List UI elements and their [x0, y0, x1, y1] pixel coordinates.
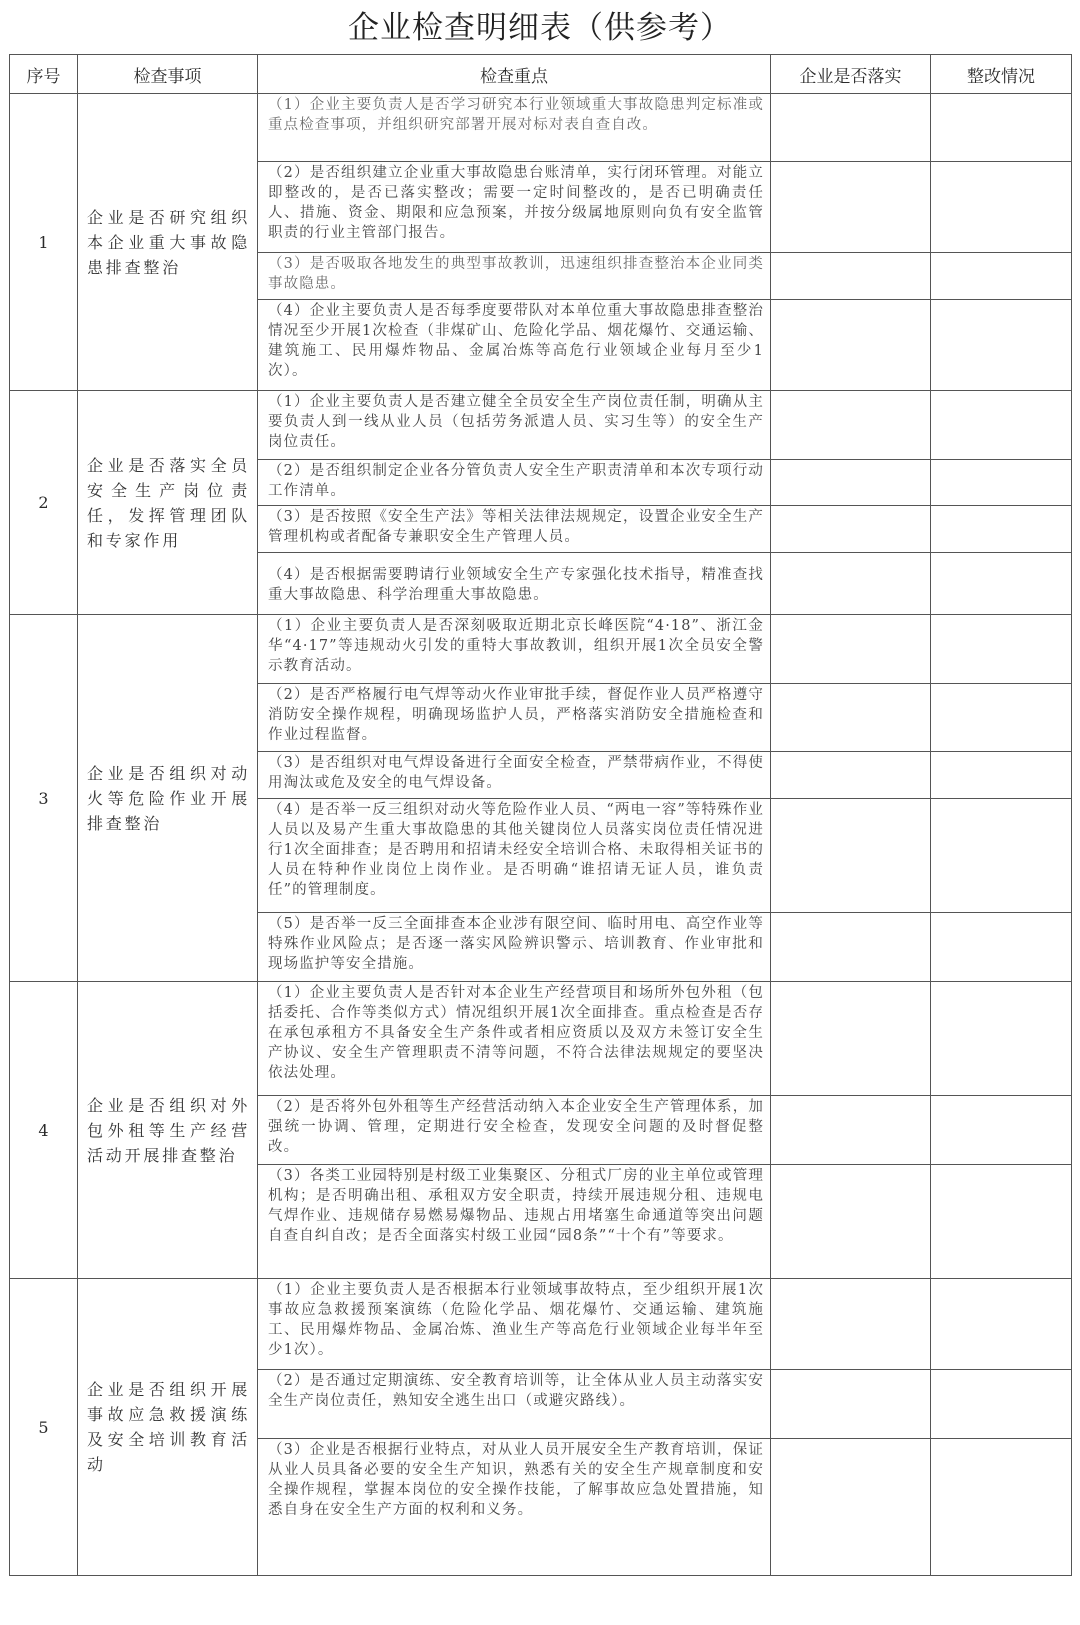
row-number: 1 — [10, 94, 78, 391]
rectification-cell[interactable] — [931, 1370, 1072, 1439]
table-row — [10, 1279, 1072, 1370]
implemented-cell[interactable] — [771, 460, 931, 506]
implemented-cell[interactable] — [771, 1279, 931, 1370]
inspection-point: （3）是否吸取各地发生的典型事故教训，迅速组织排查整治本企业同类事故隐患。 — [258, 253, 771, 300]
inspection-point: （1）企业主要负责人是否学习研究本行业领域重大事故隐患判定标准或重点检查事项，并组织研究部署开展对标对表自查自改。 — [258, 94, 771, 162]
table-row — [10, 391, 1072, 460]
header-focus: 检查重点 — [258, 55, 771, 94]
implemented-cell[interactable] — [771, 615, 931, 684]
inspection-item: 企业是否组织对动火等危险作业开展排查整治 — [78, 615, 258, 982]
rectification-cell[interactable] — [931, 391, 1072, 460]
rectification-cell[interactable] — [931, 752, 1072, 799]
rectification-cell[interactable] — [931, 1439, 1072, 1576]
rectification-cell[interactable] — [931, 1165, 1072, 1279]
implemented-cell[interactable] — [771, 684, 931, 752]
table-row — [10, 94, 1072, 162]
rectification-cell[interactable] — [931, 162, 1072, 253]
inspection-point: （5）是否举一反三全面排查本企业涉有限空间、临时用电、高空作业等特殊作业风险点；是否逐一落实风险辨识警示、培训教育、作业审批和现场监护等安全措施。 — [258, 913, 771, 982]
inspection-item: 企业是否组织对外包外租等生产经营活动开展排查整治 — [78, 982, 258, 1279]
implemented-cell[interactable] — [771, 799, 931, 913]
implemented-cell[interactable] — [771, 253, 931, 300]
inspection-point: （2）是否将外包外租等生产经营活动纳入本企业安全生产管理体系，加强统一协调、管理，定期进行安全检查，发现安全问题的及时督促整改。 — [258, 1096, 771, 1165]
rectification-cell[interactable] — [931, 1096, 1072, 1165]
row-number: 5 — [10, 1279, 78, 1576]
implemented-cell[interactable] — [771, 982, 931, 1096]
rectification-cell[interactable] — [931, 300, 1072, 391]
inspection-item: 企业是否研究组织本企业重大事故隐患排查整治 — [78, 94, 258, 391]
rectification-cell[interactable] — [931, 982, 1072, 1096]
row-number: 3 — [10, 615, 78, 982]
table-row — [10, 615, 1072, 684]
inspection-item: 企业是否组织开展事故应急救援演练及安全培训教育活动 — [78, 1279, 258, 1576]
inspection-point: （4）是否根据需要聘请行业领域安全生产专家强化技术指导，精准查找重大事故隐患、科学治理重大事故隐患。 — [258, 553, 771, 615]
header-row — [10, 55, 1072, 94]
inspection-item: 企业是否落实全员安全生产岗位责任，发挥管理团队和专家作用 — [78, 391, 258, 615]
row-number: 2 — [10, 391, 78, 615]
inspection-point: （3）各类工业园特别是村级工业集聚区、分租式厂房的业主单位或管理机构；是否明确出租、承租双方安全职责，持续开展违规分租、违规电气焊作业、违规储存易燃易爆物品、违规占用堵塞生命通道等突出问题自查自纠自改；是否全面落实村级工业园“园8条”“十个有”等要求。 — [258, 1165, 771, 1279]
inspection-point: （2）是否通过定期演练、安全教育培训等，让全体从业人员主动落实安全生产岗位责任，熟知安全逃生出口（或避灾路线）。 — [258, 1370, 771, 1439]
inspection-point: （1）企业主要负责人是否根据本行业领域事故特点，至少组织开展1次事故应急救援预案演练（危险化学品、烟花爆竹、交通运输、建筑施工、民用爆炸物品、金属冶炼、渔业生产等高危行业领域企业每半年至少1次）。 — [258, 1279, 771, 1370]
implemented-cell[interactable] — [771, 1165, 931, 1279]
inspection-point: （1）企业主要负责人是否建立健全全员安全生产岗位责任制，明确从主要负责人到一线从业人员（包括劳务派遣人员、实习生等）的安全生产岗位责任。 — [258, 391, 771, 460]
rectification-cell[interactable] — [931, 460, 1072, 506]
rectification-cell[interactable] — [931, 553, 1072, 615]
row-number: 4 — [10, 982, 78, 1279]
inspection-point: （2）是否严格履行电气焊等动火作业审批手续，督促作业人员严格遵守消防安全操作规程，明确现场监护人员，严格落实消防安全措施检查和作业过程监督。 — [258, 684, 771, 752]
implemented-cell[interactable] — [771, 1370, 931, 1439]
rectification-cell[interactable] — [931, 253, 1072, 300]
header-no: 序号 — [10, 55, 78, 94]
rectification-cell[interactable] — [931, 94, 1072, 162]
inspection-point: （3）是否组织对电气焊设备进行全面安全检查，严禁带病作业，不得使用淘汰或危及安全的电气焊设备。 — [258, 752, 771, 799]
rectification-cell[interactable] — [931, 913, 1072, 982]
inspection-point: （3）企业是否根据行业特点，对从业人员开展安全生产教育培训，保证从业人员具备必要的安全生产知识，熟悉有关的安全生产规章制度和安全操作规程，掌握本岗位的安全操作技能，了解事故应急处置措施，知悉自身在安全生产方面的权利和义务。 — [258, 1439, 771, 1576]
inspection-point: （3）是否按照《安全生产法》等相关法律法规规定，设置企业安全生产管理机构或者配备专兼职安全生产管理人员。 — [258, 506, 771, 553]
implemented-cell[interactable] — [771, 300, 931, 391]
implemented-cell[interactable] — [771, 1096, 931, 1165]
implemented-cell[interactable] — [771, 752, 931, 799]
inspection-point: （2）是否组织制定企业各分管负责人安全生产职责清单和本次专项行动工作清单。 — [258, 460, 771, 506]
implemented-cell[interactable] — [771, 913, 931, 982]
inspection-point: （1）企业主要负责人是否深刻吸取近期北京长峰医院“4·18”、浙江金华“4·17”等违规动火引发的重特大事故教训，组织开展1次全员安全警示教育活动。 — [258, 615, 771, 684]
rectification-cell[interactable] — [931, 615, 1072, 684]
rectification-cell[interactable] — [931, 684, 1072, 752]
header-rectification: 整改情况 — [931, 55, 1072, 94]
implemented-cell[interactable] — [771, 94, 931, 162]
rectification-cell[interactable] — [931, 506, 1072, 553]
implemented-cell[interactable] — [771, 1439, 931, 1576]
inspection-table — [9, 54, 1072, 1576]
implemented-cell[interactable] — [771, 506, 931, 553]
inspection-point: （4）是否举一反三组织对动火等危险作业人员、“两电一容”等特殊作业人员以及易产生重大事故隐患的其他关键岗位人员落实岗位责任情况进行1次全面排查；是否聘用和招请未经安全培训合格、未取得相关证书的人员在特种作业岗位上岗作业。是否明确“谁招请无证人员，谁负责任”的管理制度。 — [258, 799, 771, 913]
implemented-cell[interactable] — [771, 162, 931, 253]
inspection-point: （4）企业主要负责人是否每季度要带队对本单位重大事故隐患排查整治情况至少开展1次检查（非煤矿山、危险化学品、烟花爆竹、交通运输、建筑施工、民用爆炸物品、金属冶炼等高危行业领域企业每月至少1次）。 — [258, 300, 771, 391]
implemented-cell[interactable] — [771, 391, 931, 460]
table-row — [10, 982, 1072, 1096]
rectification-cell[interactable] — [931, 799, 1072, 913]
implemented-cell[interactable] — [771, 553, 931, 615]
rectification-cell[interactable] — [931, 1279, 1072, 1370]
header-item: 检查事项 — [78, 55, 258, 94]
header-implemented: 企业是否落实 — [771, 55, 931, 94]
inspection-point: （1）企业主要负责人是否针对本企业生产经营项目和场所外包外租（包括委托、合作等类似方式）情况组织开展1次全面排查。重点检查是否存在承包承租方不具备安全生产条件或者相应资质以及双方未签订安全生产协议、安全生产管理职责不清等问题，不符合法律法规规定的要坚决依法处理。 — [258, 982, 771, 1096]
page-title: 企业检查明细表（供参考） — [348, 10, 732, 46]
inspection-point: （2）是否组织建立企业重大事故隐患台账清单，实行闭环管理。对能立即整改的，是否已落实整改；需要一定时间整改的，是否已明确责任人、措施、资金、期限和应急预案，并按分级属地原则向负有安全监管职责的行业主管部门报告。 — [258, 162, 771, 253]
